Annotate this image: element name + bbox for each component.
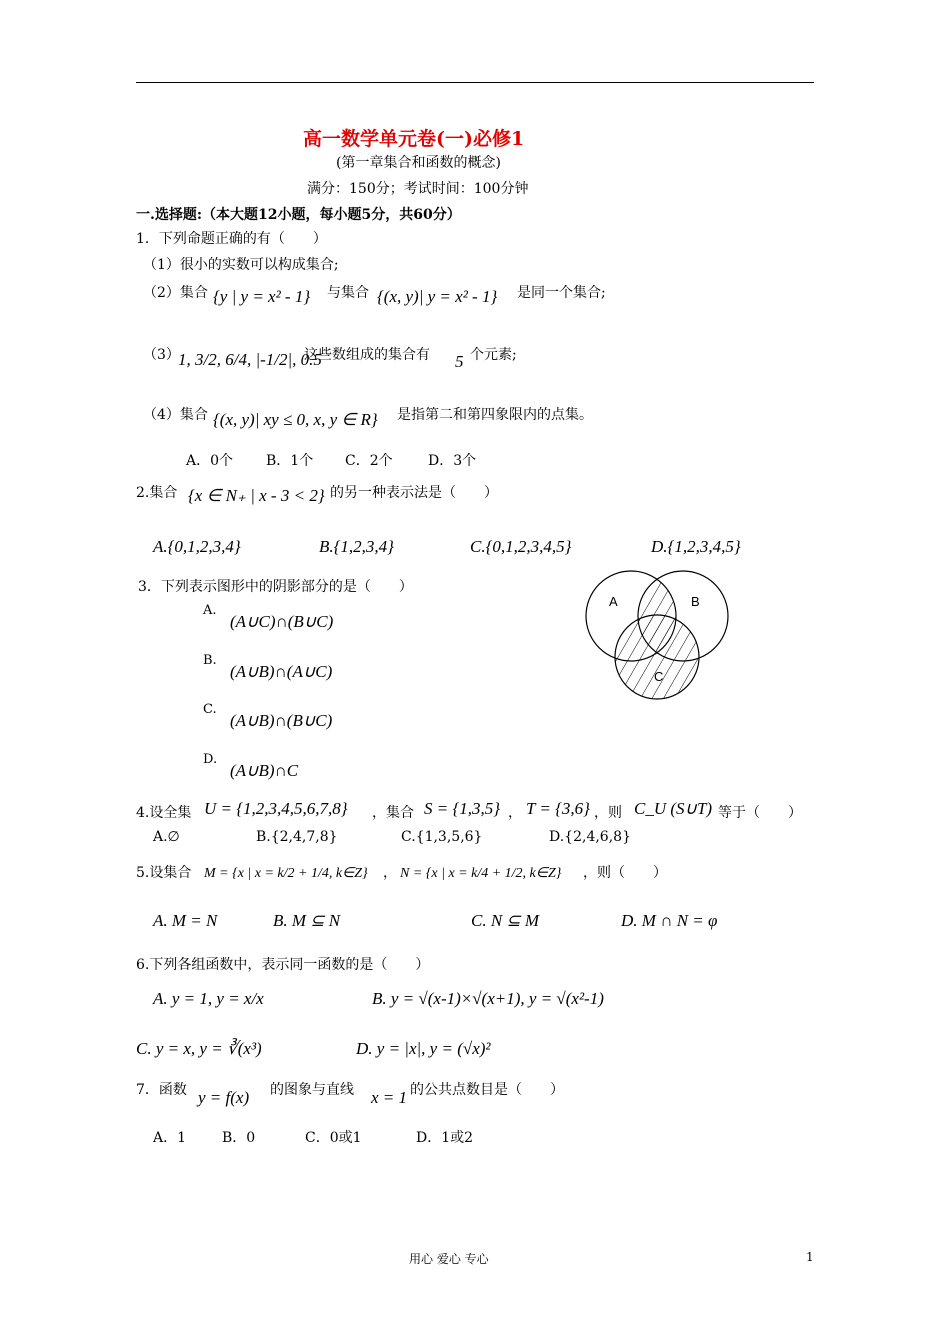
section-heading: 一.选择题:（本大题12小题，每小题5分，共60分） [136,207,461,223]
q4-option-a: A.∅ [153,829,180,845]
q7-line: x = 1 [371,1088,408,1107]
q4-text-4: 等于（ ） [718,805,802,821]
score-time: 满分：150分；考试时间：100分钟 [307,181,529,197]
q6-option-b: B. y = √(x-1)×√(x+1), y = √(x²-1) [372,989,604,1008]
q3-option-d: (A∪B)∩C [230,761,299,780]
q3-option-a-label: A. [203,603,217,618]
q3-option-c-label: C. [203,702,217,717]
q6-option-d: D. y = |x|, y = (√x)² [356,1039,491,1058]
q5-option-c: C. N ⊆ M [471,911,540,930]
q2-option-c: C.{0,1,2,3,4,5} [470,537,572,556]
q5-set-n: N = {x | x = k/4 + 1/2, k∈Z} [400,866,562,881]
q7-option-b: B．0 [222,1130,256,1146]
q1-s3-text: 这些数组成的集合有 [304,347,430,363]
q1-s3-numbers: 1, 3/2, 6/4, |-1/2|, 0.5 [178,350,322,369]
subtitle: (第一章集合和函数的概念) [336,155,501,171]
q1-option-a: A．0个 [186,453,234,469]
q1-s3-tail: 个元素; [470,347,517,363]
q4-label: 4.设全集 [136,805,192,821]
q4-set-t: T = {3,6} [526,799,590,818]
q3-option-d-label: D. [203,752,218,767]
q1-option-d: D．3个 [428,453,477,469]
q7-text-2: 的公共点数目是（ ） [410,1082,564,1098]
q3-option-b-label: B. [203,653,217,668]
q1-option-c: C．2个 [345,453,393,469]
q4-complement: C_U (S∪T) [634,799,713,818]
q7-option-d: D．1或2 [416,1130,474,1146]
page-title: 高一数学单元卷(一)必修1 [303,128,525,150]
q1-s2-set-2: {(x, y)| y = x² - 1} [377,287,498,306]
page-number: 1 [806,1250,814,1264]
q1-stem: 1．下列命题正确的有（ ） [136,231,327,247]
q4-text-1: ，集合 [372,805,414,821]
q4-text-3: ，则 [594,805,622,821]
q1-s3-label: （3） [143,347,180,363]
q5-label: 5.设集合 [136,865,192,881]
venn-label-c: C [654,669,664,684]
q4-set-s: S = {1,3,5} [424,799,501,818]
q1-s4-label: （4）集合 [143,407,208,423]
q4-option-d: D.{2,4,6,8} [549,829,631,845]
q3-stem: 3．下列表示图形中的阴影部分的是（ ） [138,579,413,595]
q5-option-d: D. M ∩ N = φ [621,911,718,930]
q7-label: 7．函数 [136,1082,187,1098]
q2-option-d: D.{1,2,3,4,5} [651,537,741,556]
q6-option-c: C. y = x, y = ∛(x³) [136,1039,262,1058]
venn-label-a: A [609,594,618,609]
q5-set-m: M = {x | x = k/2 + 1/4, k∈Z} [204,866,368,881]
q5-option-a: A. M = N [153,911,218,930]
q5-text-2: ，则（ ） [583,865,667,881]
q3-option-a: (A∪C)∩(B∪C) [230,612,334,631]
venn-label-b: B [691,594,700,609]
q1-s2-tail: 是同一个集合; [517,285,606,301]
q4-option-c: C.{1,3,5,6} [401,829,483,845]
q1-s2-text: 与集合 [327,285,369,301]
q7-option-c: C．0或1 [305,1130,362,1146]
q4-universal-set: U = {1,2,3,4,5,6,7,8} [204,799,348,818]
q5-text-1: ， [383,865,397,881]
q5-option-b: B. M ⊆ N [273,911,341,930]
q7-option-a: A．1 [153,1130,187,1146]
q1-s4-text: 是指第二和第四象限内的点集。 [397,407,593,423]
q4-text-2: ， [508,805,522,821]
q2-set: {x ∈ N₊ | x - 3 < 2} [188,486,325,505]
venn-diagram [578,566,730,706]
q1-s2-label: （2）集合 [143,285,208,301]
q2-label: 2.集合 [136,485,178,501]
q6-option-a: A. y = 1, y = x/x [153,989,264,1008]
header-rule [136,82,814,83]
q3-option-c: (A∪B)∩(B∪C) [230,711,333,730]
q2-option-a: A.{0,1,2,3,4} [153,537,241,556]
footer-text: 用心 爱心 专心 [409,1252,489,1266]
q3-option-b: (A∪B)∩(A∪C) [230,662,333,681]
q7-text-1: 的图象与直线 [270,1082,354,1098]
q1-statement-1: （1）很小的实数可以构成集合; [143,257,339,273]
q4-option-b: B.{2,4,7,8} [256,829,338,845]
q1-s3-count: 5 [455,352,464,371]
q2-option-b: B.{1,2,3,4} [319,537,394,556]
q6-stem: 6.下列各组函数中，表示同一函数的是（ ） [136,957,430,973]
q7-function: y = f(x) [198,1088,250,1107]
q1-s4-set: {(x, y)| xy ≤ 0, x, y ∈ R} [213,410,378,429]
q1-s2-set-1: {y | y = x² - 1} [213,287,311,306]
q2-text: 的另一种表示法是（ ） [330,485,498,501]
q1-option-b: B．1个 [266,453,314,469]
